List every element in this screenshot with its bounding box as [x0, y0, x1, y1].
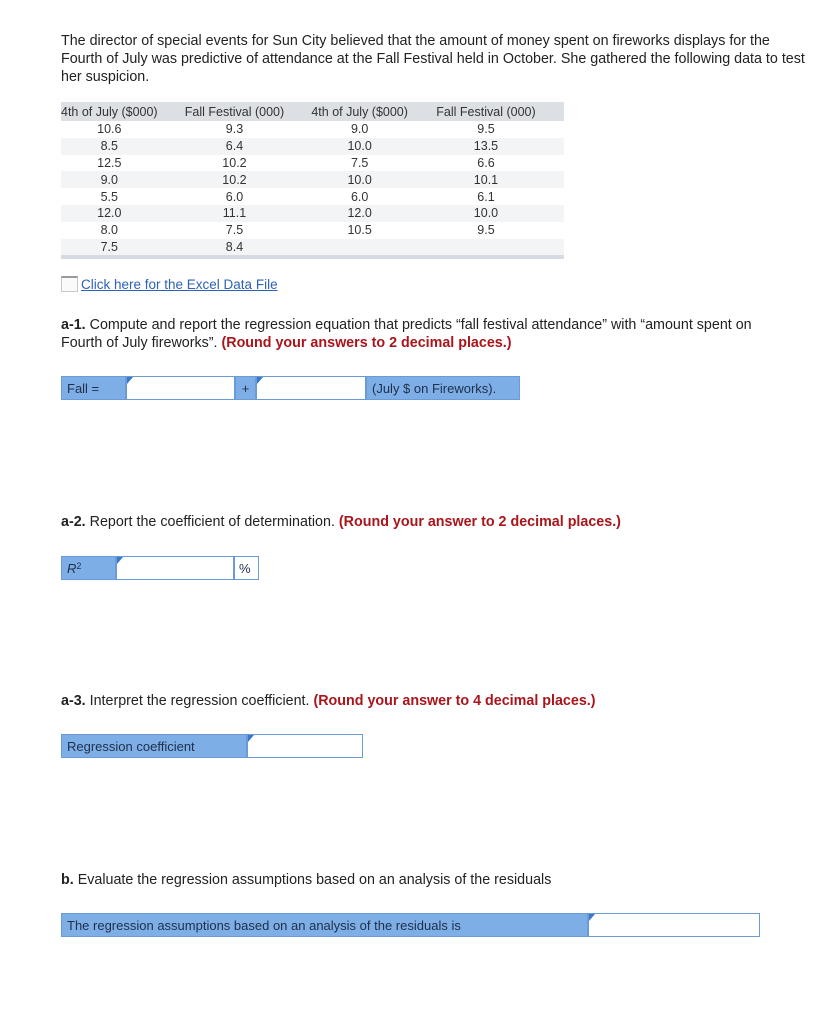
table-cell: 12.0 [311, 205, 408, 222]
table-cell [408, 239, 564, 258]
question-a2 [61, 513, 791, 531]
residuals-assumption-input-wrap [588, 913, 760, 937]
table-cell: 6.0 [225, 189, 244, 204]
question-number: a-3. [61, 693, 86, 709]
table-cell: 9.0 [350, 122, 369, 137]
regression-coefficient-input[interactable] [247, 734, 363, 758]
table-cell: 5.5 [100, 189, 118, 204]
intercept-input[interactable] [126, 376, 235, 400]
table-cell: 6.1 [477, 189, 495, 204]
r-squared-input[interactable] [116, 556, 234, 580]
rounding-note: (Round your answers to 2 decimal places.) [221, 335, 512, 351]
data-table [61, 102, 564, 259]
table-cell: 10.5 [347, 223, 372, 238]
table-cell: 8.0 [100, 223, 118, 238]
question-a1 [61, 316, 791, 352]
col-header-july-1: 4th of July ($000) [61, 102, 158, 121]
table-header-row [61, 102, 564, 121]
table-row [61, 188, 564, 205]
question-text: Interpret the regression coefficient. [85, 693, 314, 709]
r-superscript: 2 [76, 561, 82, 571]
file-icon [61, 276, 78, 292]
residuals-assumption-label: The regression assumptions based on an analysis of the residuals is [61, 913, 588, 937]
table-cell: 8.5 [61, 138, 158, 155]
table-cell: 9.5 [477, 223, 495, 238]
regression-equation-row [61, 376, 520, 400]
question-text: Report the coefficient of determination. [85, 514, 339, 530]
question-text: Evaluate the regression assumptions based on an analysis of the residuals [73, 872, 552, 888]
table-cell: 7.5 [61, 239, 158, 258]
table-cell: 10.0 [311, 171, 408, 188]
table-row [61, 222, 564, 239]
table-row [61, 121, 564, 138]
excel-data-file-link[interactable]: Click here for the Excel Data File [81, 277, 278, 292]
table-cell: 11.1 [158, 205, 312, 222]
col-header-fall-2: Fall Festival (000) [408, 102, 564, 121]
rounding-note: (Round your answer to 4 decimal places.) [313, 693, 596, 709]
table-cell: 13.5 [408, 138, 564, 155]
table-row [61, 155, 564, 172]
col-header-fall-1: Fall Festival (000) [158, 102, 312, 121]
table-cell: 6.6 [477, 155, 495, 170]
col-header-july-2: 4th of July ($000) [311, 102, 408, 121]
percent-unit: % [234, 556, 259, 580]
question-number: a-2. [61, 514, 86, 530]
table-row [61, 138, 564, 155]
table-row [61, 239, 564, 258]
residuals-assumption-row [61, 913, 760, 937]
excel-data-file-link-row [61, 276, 278, 292]
fall-label: Fall = [61, 376, 126, 400]
table-cell: 10.2 [158, 171, 312, 188]
table-cell: 9.3 [225, 122, 244, 137]
r-squared-input-wrap [116, 556, 234, 580]
regression-coefficient-row [61, 734, 363, 758]
table-cell: 12.5 [97, 155, 122, 170]
table-cell: 10.1 [408, 171, 564, 188]
fireworks-suffix-label: (July $ on Fireworks). [366, 376, 520, 400]
intercept-input-wrap [126, 376, 235, 400]
table-cell: 10.2 [222, 155, 247, 170]
table-cell: 9.5 [477, 122, 495, 137]
table-cell: 10.6 [97, 122, 122, 137]
table-cell: 9.0 [61, 171, 158, 188]
r-squared-row [61, 556, 259, 580]
slope-input-wrap [256, 376, 366, 400]
question-b [61, 871, 791, 889]
table-cell: 7.5 [225, 223, 244, 238]
table-row [61, 205, 564, 222]
table-cell: 8.4 [158, 239, 312, 258]
r-squared-label [61, 556, 116, 580]
r-label: R [67, 560, 77, 576]
table-cell: 6.4 [158, 138, 312, 155]
rounding-note: (Round your answer to 2 decimal places.) [338, 514, 621, 530]
residuals-assumption-input[interactable] [588, 913, 760, 937]
slope-input[interactable] [256, 376, 366, 400]
regression-coefficient-label: Regression coefficient [61, 734, 247, 758]
question-a3 [61, 692, 791, 710]
table-cell: 12.0 [61, 205, 158, 222]
question-number: a-1. [61, 317, 86, 333]
regression-coefficient-input-wrap [247, 734, 363, 758]
table-cell: 7.5 [350, 155, 369, 170]
problem-intro: The director of special events for Sun City believed that the amount of money spent on fireworks displays for the Fourth of July was predictive of attendance at the Fall Festival held in October. She gathered the following data to test her suspicion. [61, 33, 805, 85]
plus-sign: + [235, 376, 256, 400]
table-row [61, 171, 564, 188]
table-cell: 6.0 [350, 189, 369, 204]
question-number: b. [61, 872, 74, 888]
table-cell: 10.0 [408, 205, 564, 222]
table-cell: 10.0 [311, 138, 408, 155]
table-cell [311, 239, 408, 258]
question-text: Compute and report the regression equation that predicts “fall festival attendance” with “amount spent on Fourth of July fireworks”. [61, 317, 752, 351]
